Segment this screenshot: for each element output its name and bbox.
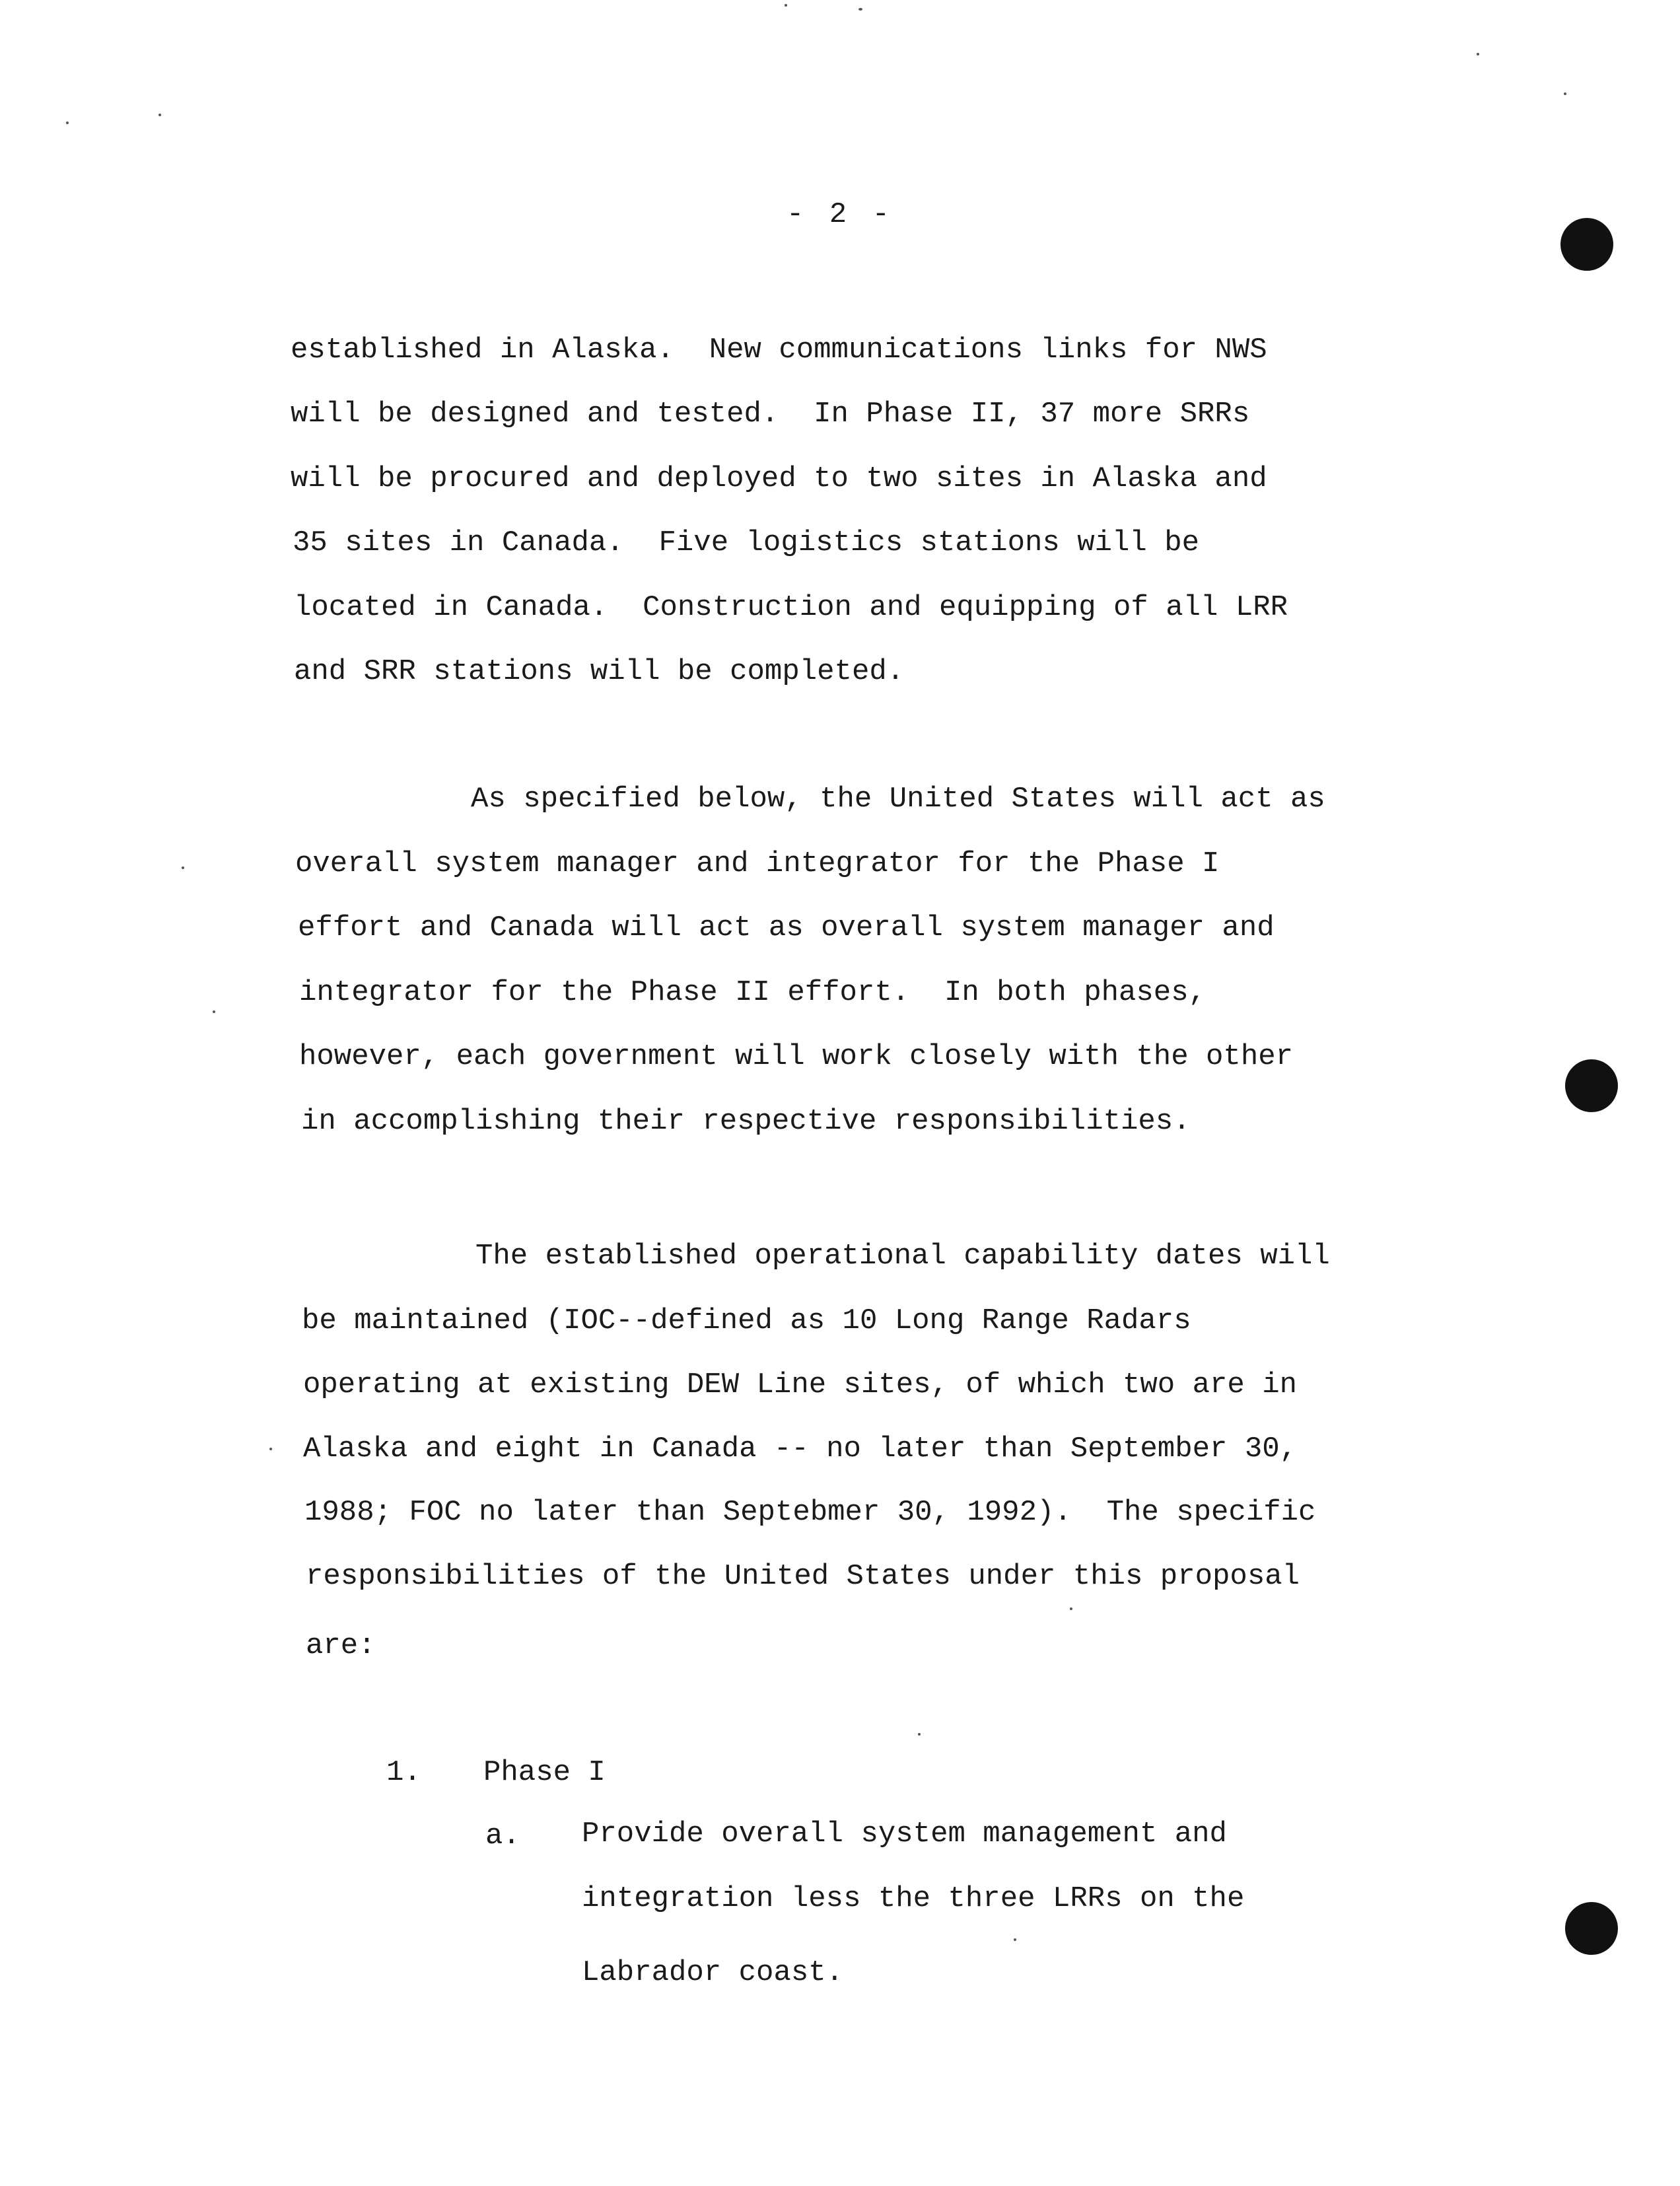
paragraph-1-line: and SRR stations will be completed. [294, 655, 905, 688]
scan-speck [785, 4, 787, 7]
page-number: - 2 - [786, 198, 894, 231]
punch-hole [1565, 1059, 1618, 1112]
list-item-title: Phase I [483, 1756, 606, 1789]
paragraph-3-line: are: [306, 1629, 376, 1662]
paragraph-2-line: however, each government will work closely with the other [299, 1040, 1294, 1073]
scan-speck [1070, 1607, 1072, 1610]
scan-speck [182, 866, 184, 869]
paragraph-2-line: integrator for the Phase II effort. In both phases, [299, 976, 1207, 1009]
paragraph-3-line: operating at existing DEW Line sites, of which two are in [303, 1368, 1298, 1401]
scan-speck [918, 1733, 921, 1736]
paragraph-2-line: overall system manager and integrator for the Phase I [295, 847, 1220, 880]
sub-item-line: Provide overall system management and [582, 1817, 1227, 1851]
scan-speck [269, 1448, 272, 1450]
paragraph-3-line: Alaska and eight in Canada -- no later than September 30, [303, 1432, 1298, 1465]
paragraph-3-line: responsibilities of the United States under this proposal [306, 1560, 1300, 1593]
paragraph-3-line: The established operational capability dates will [475, 1240, 1330, 1273]
scan-speck [858, 8, 862, 11]
paragraph-1-line: will be designed and tested. In Phase II, 37 more SRRs [291, 398, 1250, 431]
paragraph-1-line: 35 sites in Canada. Five logistics stations will be [293, 526, 1200, 559]
sub-item-line: Labrador coast. [582, 1956, 844, 1989]
punch-hole [1560, 218, 1613, 271]
paragraph-2-line: effort and Canada will act as overall system manager and [298, 911, 1275, 944]
paragraph-2-line: in accomplishing their respective responsibilities. [301, 1105, 1191, 1138]
punch-hole [1565, 1902, 1618, 1955]
scan-speck [1477, 53, 1479, 55]
paragraph-1-line: will be procured and deployed to two sites in Alaska and [291, 462, 1267, 495]
sub-item-line: integration less the three LRRs on the [582, 1882, 1245, 1915]
scan-speck [1564, 92, 1566, 95]
sub-item-letter: a. [485, 1819, 520, 1852]
paragraph-1-line: located in Canada. Construction and equipping of all LRR [294, 591, 1288, 624]
scan-speck [1014, 1938, 1016, 1941]
scan-speck [213, 1010, 215, 1013]
paragraph-3-line: 1988; FOC no later than Septebmer 30, 1992). The specific [304, 1496, 1316, 1529]
paragraph-2-line: As specified below, the United States will act as [471, 783, 1325, 816]
scan-speck [66, 122, 69, 124]
paragraph-3-line: be maintained (IOC--defined as 10 Long Range Radars [302, 1304, 1191, 1337]
paragraph-1-line: established in Alaska. New communications links for NWS [291, 334, 1267, 367]
scan-speck [158, 114, 161, 116]
list-item-number: 1. [386, 1756, 421, 1789]
